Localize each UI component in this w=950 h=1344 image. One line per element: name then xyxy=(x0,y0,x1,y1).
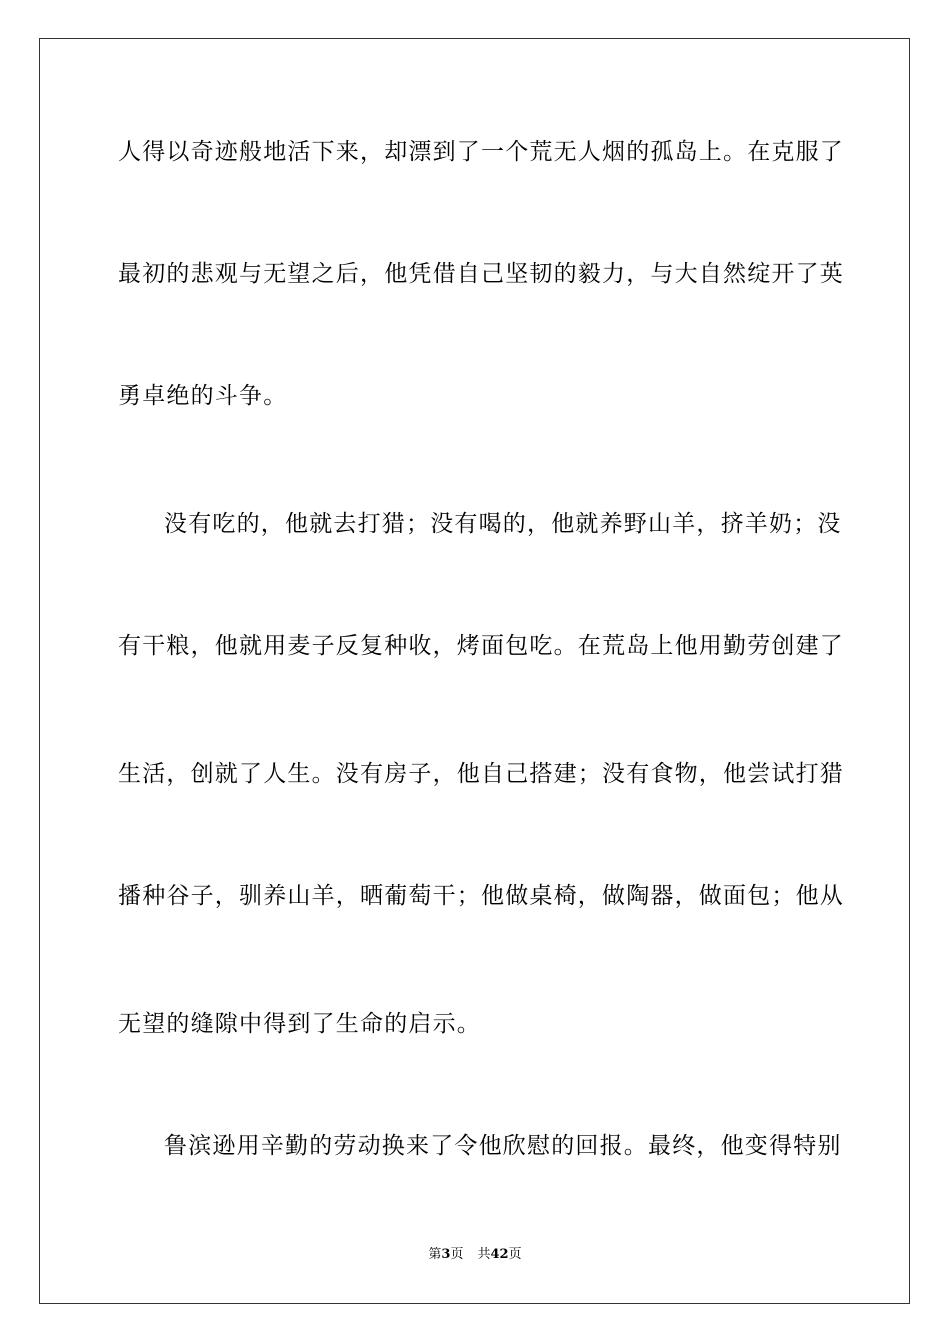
footer-total-prefix: 共 xyxy=(477,1247,491,1262)
text-line-9-paragraph-start: 鲁滨逊用辛勤的劳动换来了令他欣慰的回报。最终，他变得特别 xyxy=(164,1133,842,1159)
footer-total-suffix: 页 xyxy=(508,1247,522,1262)
text-line-8: 无望的缝隙中得到了生命的启示。 xyxy=(118,1011,481,1037)
footer-page-number: 3 xyxy=(441,1247,451,1262)
page-border xyxy=(39,38,910,1304)
text-line-6: 生活，创就了人生。没有房子，他自己搭建；没有食物，他尝试打猎 xyxy=(118,761,844,787)
text-line-7: 播种谷子，驯养山羊，晒葡萄干；他做桌椅，做陶器，做面包；他从 xyxy=(118,883,844,909)
footer-total-pages: 42 xyxy=(490,1247,509,1262)
text-line-5: 有干粮，他就用麦子反复种收，烤面包吃。在荒岛上他用勤劳创建了 xyxy=(118,633,844,659)
text-line-2: 最初的悲观与无望之后，他凭借自己坚韧的毅力，与大自然绽开了英 xyxy=(118,261,844,287)
page-footer xyxy=(0,1247,950,1263)
text-line-4-paragraph-start: 没有吃的，他就去打猎；没有喝的，他就养野山羊，挤羊奶；没 xyxy=(164,511,842,537)
footer-page-prefix: 第 xyxy=(428,1247,442,1262)
text-line-1: 人得以奇迹般地活下来，却漂到了一个荒无人烟的孤岛上。在克服了 xyxy=(118,139,844,165)
footer-page-suffix: 页 xyxy=(450,1247,464,1262)
text-line-3: 勇卓绝的斗争。 xyxy=(118,383,288,409)
